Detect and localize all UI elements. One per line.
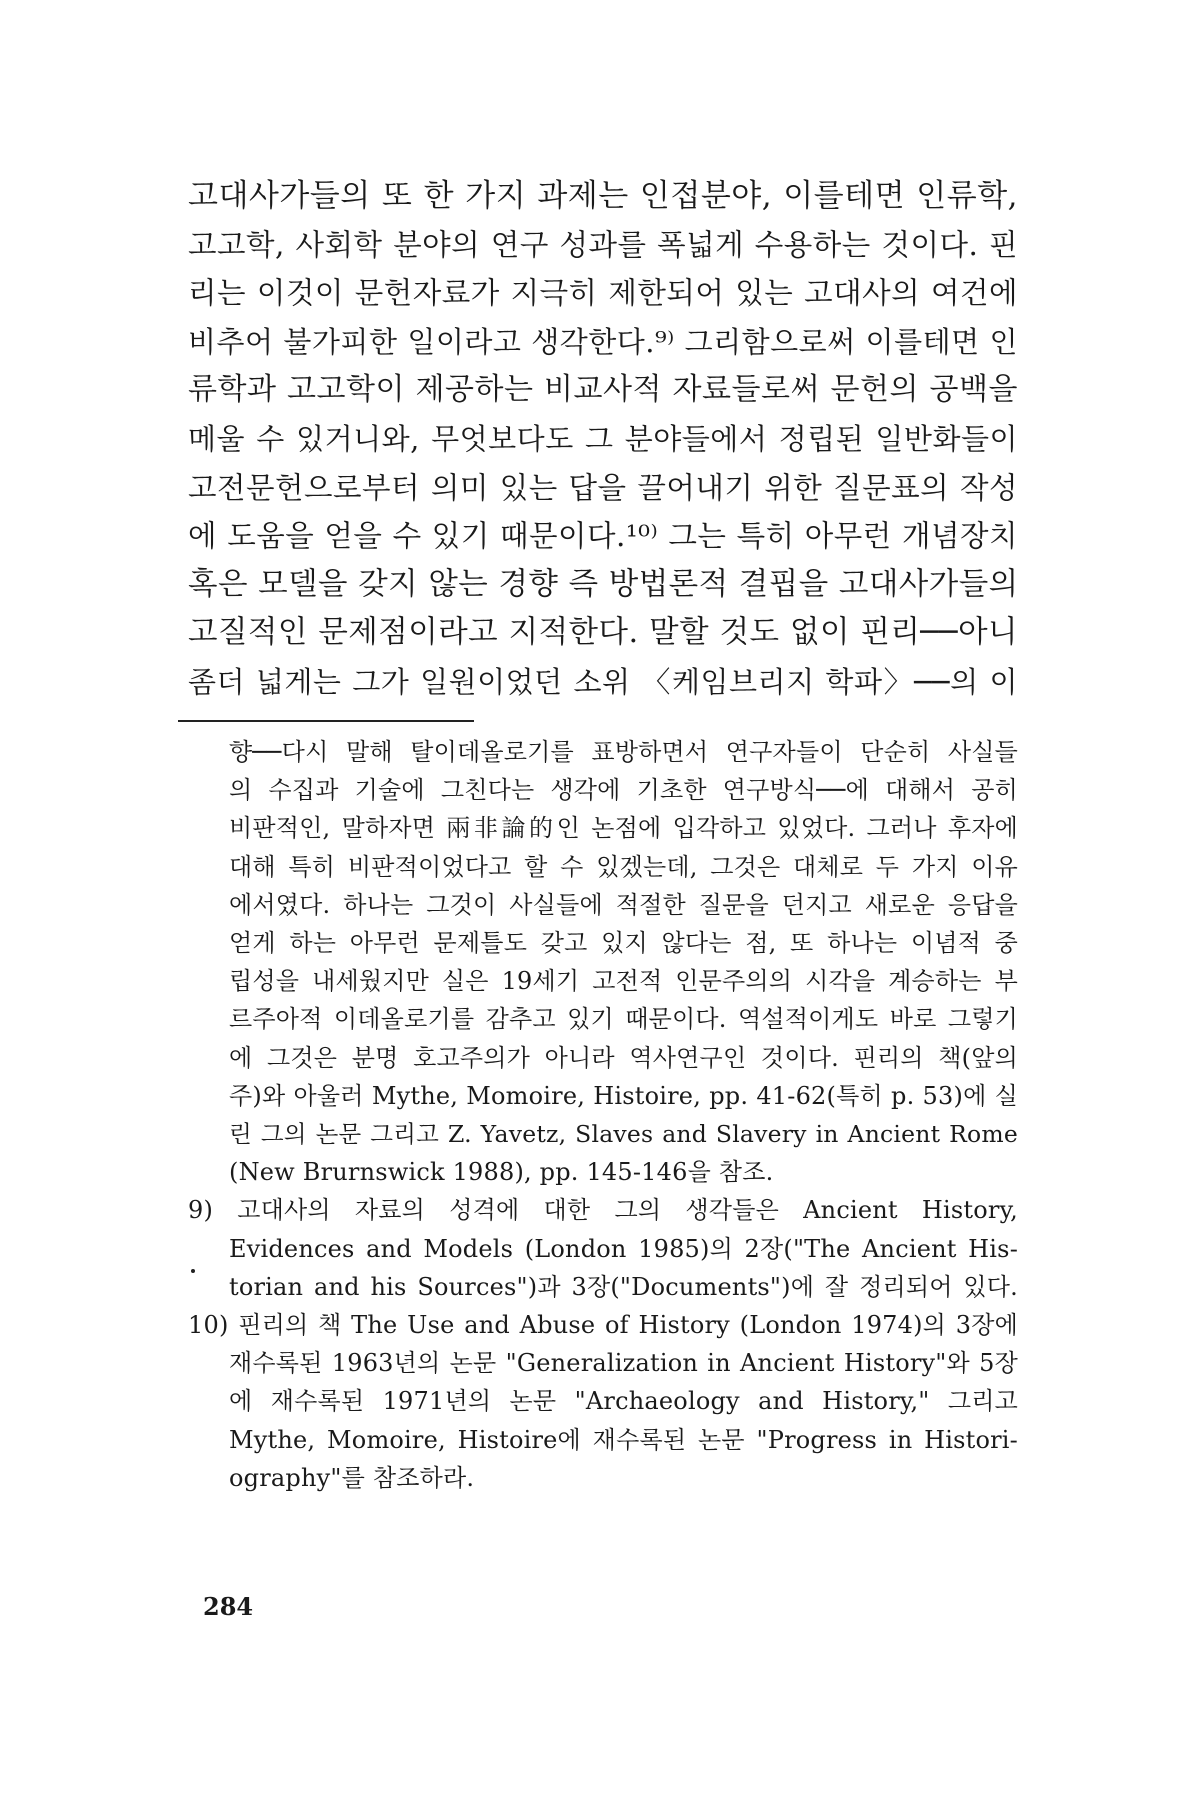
footnote-line: Evidences and Models (London 1985)의 2장("The Ancient His- <box>229 1234 1018 1263</box>
footnote-divider <box>178 720 474 722</box>
footnote-line: 재수록된 1963년의 논문 "Generalization in Ancient History"와 5장 <box>229 1349 1018 1378</box>
body-line: 혹은 모델을 갖지 않는 경향 즉 방법론적 결핍을 고대사가들의 <box>188 566 1019 602</box>
footnotes <box>188 733 1018 1497</box>
footnote-line: 에서였다. 하나는 그것이 사실들에 적절한 질문을 던지고 새로운 응답을 <box>229 890 1018 919</box>
footnote-line: 대해 특히 비판적이었다고 할 수 있겠는데, 그것은 대체로 두 가지 이유 <box>229 852 1018 881</box>
margin-dot-mark <box>191 1269 195 1273</box>
footnote-line: 립성을 내세웠지만 실은 19세기 고전적 인문주의의 시각을 계승하는 부 <box>229 967 1018 996</box>
footnote-9 <box>188 1191 1018 1306</box>
footnote-continuation <box>188 733 1018 1191</box>
footnote-line: 10) 핀리의 책 The Use and Abuse of History (London 1974)의 3장에 <box>188 1311 1018 1340</box>
footnote-line: ography"를 참조하라. <box>229 1463 475 1492</box>
footnote-line: 린 그의 논문 그리고 Z. Yavetz, Slaves and Slavery in Ancient Rome <box>229 1120 1018 1149</box>
page-number: 284 <box>203 1592 254 1621</box>
footnote-line: 9) 고대사의 자료의 성격에 대한 그의 생각들은 Ancient History, <box>188 1196 1018 1225</box>
body-line: 고고학, 사회학 분야의 연구 성과를 폭넓게 수용하는 것이다. 핀 <box>188 227 1018 262</box>
footnote-line: 에 재수록된 1971년의 논문 "Archaeology and History," 그리고 <box>229 1387 1018 1416</box>
main-text <box>188 172 1018 707</box>
footnote-line: 에 그것은 분명 호고주의가 아니라 역사연구인 것이다. 핀리의 책(앞의 <box>229 1043 1018 1072</box>
footnote-line: torian and his Sources")과 3장("Documents")에 잘 정리되어 있다. <box>229 1272 1018 1301</box>
body-line: 리는 이것이 문헌자료가 지극히 제한되어 있는 고대사의 여건에 <box>188 276 1018 311</box>
body-line: 좀더 넓게는 그가 일원이었던 소위 〈케임브리지 학파〉──의 이 <box>188 664 1018 699</box>
body-line: 고대사가들의 또 한 가지 과제는 인접분야, 이를테면 인류학, <box>188 178 1018 214</box>
body-line: 비추어 불가피한 일이라고 생각한다.⁹⁾ 그리함으로써 이를테면 인 <box>188 324 1018 359</box>
footnote-line: 얻게 하는 아무런 문제틀도 갖고 있지 않다는 점, 또 하나는 이념적 중 <box>229 929 1018 958</box>
footnote-line: 비판적인, 말하자면 兩非論的인 논점에 입각하고 있었다. 그러나 후자에 <box>229 814 1018 843</box>
footnote-line: 르주아적 이데올로기를 감추고 있기 때문이다. 역설적이게도 바로 그렇기 <box>229 1005 1018 1034</box>
body-line: 메울 수 있거니와, 무엇보다도 그 분야들에서 정립된 일반화들이 <box>188 421 1018 456</box>
body-line: 고질적인 문제점이라고 지적한다. 말할 것도 없이 핀리──아니 <box>188 615 1018 651</box>
footnote-10 <box>188 1306 1018 1497</box>
footnote-line: 의 수집과 기술에 그친다는 생각에 기초한 연구방식──에 대해서 공히 <box>229 776 1018 805</box>
body-line: 고전문헌으로부터 의미 있는 답을 끌어내기 위한 질문표의 작성 <box>188 470 1018 505</box>
footnote-line: Mythe, Momoire, Histoire에 재수록된 논문 "Progress in Histori- <box>229 1425 1018 1454</box>
body-line: 류학과 고고학이 제공하는 비교사적 자료들로써 문헌의 공백을 <box>188 372 1018 408</box>
body-line: 에 도움을 얻을 수 있기 때문이다.¹⁰⁾ 그는 특히 아무런 개념장치 <box>188 519 1018 554</box>
footnote-line: (New Brurnswick 1988), pp. 145-146을 참조. <box>229 1158 774 1187</box>
footnote-line: 향──다시 말해 탈이데올로기를 표방하면서 연구자들이 단순히 사실들 <box>229 738 1018 766</box>
footnote-line: 주)와 아울러 Mythe, Momoire, Histoire, pp. 41-62(특히 p. 53)에 실 <box>229 1081 1018 1110</box>
